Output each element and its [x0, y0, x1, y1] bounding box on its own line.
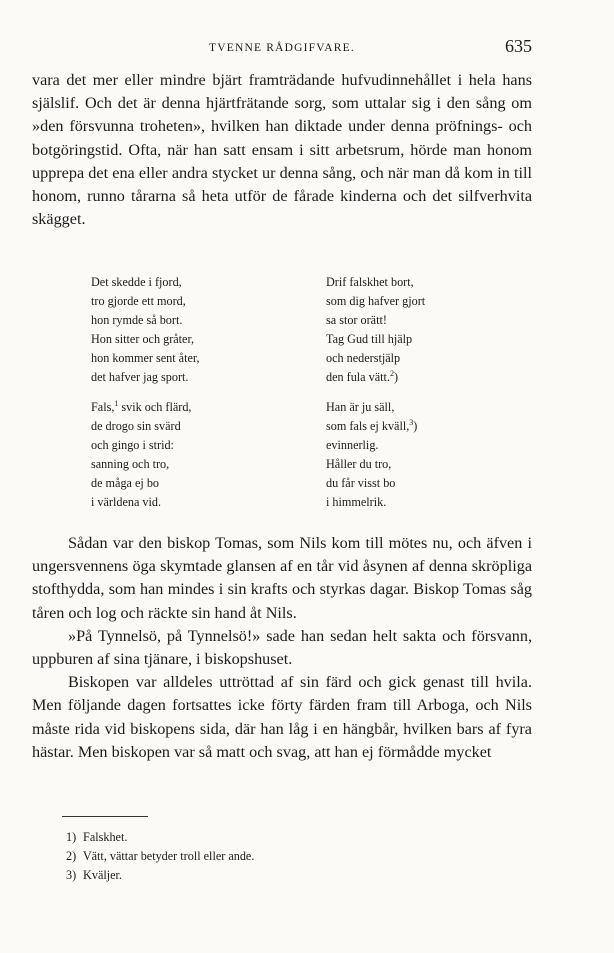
poem-line: tro gjorde ett mord, — [91, 294, 186, 308]
closing-paragraphs — [32, 532, 532, 764]
poem-line: och gingo i strid: — [91, 438, 174, 452]
poem-line: hon rymde så bort. — [91, 313, 183, 327]
poem-line: den fula vätt.$^2$) — [326, 368, 399, 384]
poem-line: de drogo sin svärd — [91, 419, 181, 433]
poem-line: Det skedde i fjord, — [91, 275, 182, 289]
footnote-reference[interactable]: 3 — [409, 417, 414, 427]
footnote-mark: 1) — [66, 830, 77, 844]
footnote — [66, 847, 254, 866]
poem-line-text: Fals, — [91, 400, 115, 414]
poem-line: Håller du tro, — [326, 457, 392, 471]
poem-line: Drif falskhet bort, — [326, 275, 414, 289]
footnote-reference[interactable]: 1 — [114, 398, 119, 408]
poem-line: och nederstjälp — [326, 351, 401, 365]
poem-line: de måga ej bo — [91, 476, 160, 490]
poem-line-text: den fula vätt. — [326, 370, 390, 384]
footnote-reference[interactable]: 2 — [389, 368, 394, 378]
poem-line: sanning och tro, — [91, 457, 170, 471]
paragraph: Biskopen var alldeles uttröttad af sin färd och gick genast till hvila. Men följande dagen fortsattes icke förty färden fram till Arboga, och Nils måste rida vid biskopens sida, där han låg i en hängbår, hvilken bars af fyra hästar. Men biskopen var så matt och svag, att han ej förmådde mycket — [32, 673, 532, 761]
footnote-mark: 2) — [66, 848, 77, 863]
poem-line: som dig hafver gjort — [326, 294, 426, 308]
poem-line: i världena vid. — [91, 495, 162, 509]
poem-line: det hafver jag sport. — [91, 370, 189, 384]
poem-left-stanza-2 — [91, 398, 191, 512]
opening-paragraph — [32, 69, 532, 231]
poem-line: Tag Gud till hjälp — [326, 332, 413, 346]
poem-line — [91, 398, 191, 417]
poem-line: hon kommer sent åter, — [91, 351, 200, 365]
page-number: 635 — [505, 36, 532, 56]
poem-line-text: svik och flärd, — [118, 400, 192, 414]
footnote — [66, 828, 254, 847]
footnote-text: Falskhet. — [83, 830, 128, 844]
poem-line: sa stor orätt! — [326, 313, 387, 327]
footnotes — [66, 828, 254, 884]
poem-line: Hon sitter och gråter, — [91, 332, 195, 346]
footnote-divider — [62, 816, 148, 817]
poem-line: som fals ej kväll,$^3$) — [326, 417, 418, 433]
paragraph: vara det mer eller mindre bjärt framträdande hufvudinnehållet i hela hans själslif. Och det är denna hjärtfrätande sorg, som uttalar sig i den sång om »den försvunna troheten», hvilken han diktade under denna pröfnings- och botgöringstid. Ofta, när han satt ensam i sitt arbetsrum, hörde man honom upprepa det ena eller andra stycket ur denna sång, och när man då kom in till honom, runno tårarna så heta utför de fårade kinderna och det silfverhvita skägget. — [32, 71, 532, 229]
poem-line-text: som fals ej kväll, — [326, 419, 410, 433]
poem-left-stanza-1 — [91, 273, 200, 387]
footnote-text: Kväljer. — [83, 867, 122, 882]
poem-line: Han är ju säll, — [326, 400, 395, 414]
poem-line: i himmelrik. — [326, 495, 387, 509]
paragraph: »På Tynnelsö, på Tynnelsö!» sade han sedan helt sakta och försvann, uppburen af sina tjänare, i biskopshuset. — [32, 626, 532, 669]
poem-line: du får visst bo — [326, 476, 396, 490]
poem-right-stanza-2 — [326, 398, 417, 512]
footnote — [66, 866, 254, 885]
running-title: TVENNE RÅDGIFVARE. — [209, 42, 355, 54]
poem-right-stanza-1 — [326, 273, 425, 387]
page-header — [32, 36, 532, 60]
footnote-mark: 3) — [66, 867, 77, 882]
footnote-text: Vätt, vättar betyder troll eller ande. — [82, 848, 255, 863]
poem-line: evinnerlig. — [326, 438, 379, 452]
paragraph: Sådan var den biskop Tomas, som Nils kom till mötes nu, och äfven i ungersvennens öga skymtade glansen af en tår vid åsynen af denna skröpliga stofthydda, som han mindes i sin krafts och styrkas dagar. Biskop Tomas såg tåren och log och räckte sin hand åt Nils. — [32, 534, 532, 622]
